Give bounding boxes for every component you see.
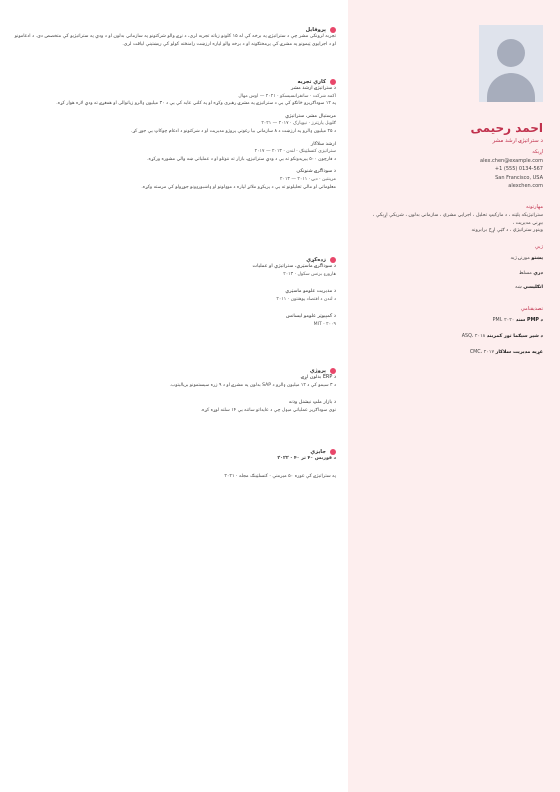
skills-list bbox=[363, 212, 543, 235]
project-item: د ERP بدلون لړۍ د ۳ سیمو کې د ۱۲ میلیون ډالرو د SAP بدلون په مشرۍ او د ۹ زره سیستمونو بریالیتوب. bbox=[169, 374, 336, 388]
language-item: دري مسلط bbox=[518, 270, 543, 276]
language-item: انګلیسي ښه bbox=[515, 285, 543, 290]
job-entry: مرستیال مشر، ستراتیژي ګلوبل پارټنرز · نیویارک · ۲۰۱۷ — ۲۰۲۱ د ۲۵ میلیون ډالرو په ارزښت د ۸ سازماني بیا رغونې پروژو مدیریت او د شرکتونو د ادغام چوکاټ یې جوړ کړ. bbox=[131, 112, 336, 134]
skills-heading: مهارتونه bbox=[526, 204, 543, 210]
experience-section bbox=[14, 79, 336, 191]
avatar-body-icon bbox=[487, 73, 535, 102]
section-bullet-icon bbox=[330, 449, 336, 455]
summary-heading: پروفایل bbox=[14, 27, 336, 33]
experience-heading: کاري تجربه bbox=[14, 79, 336, 85]
section-bullet-icon bbox=[330, 257, 336, 263]
profile-photo bbox=[479, 25, 543, 102]
awards-heading: جایزې bbox=[14, 449, 336, 455]
education-item: د کمپیوټر علومو لیسانس MIT · ۲۰۰۹ bbox=[285, 313, 336, 327]
candidate-name: احمد رحیمی bbox=[470, 121, 543, 135]
section-bullet-icon bbox=[330, 79, 336, 85]
languages-heading: ژبې bbox=[535, 244, 543, 250]
education-item: د مدیریت علومو ماسټري د لندن د اقتصاد پوهنتون · ۲۰۱۱ bbox=[276, 288, 336, 302]
certification-item: د شپږ سیګما تور کمربند ASQ، ۲۰۱۸ bbox=[461, 334, 543, 339]
project-item: د بازار ملټ نیشنل ودنه نوي سوداګریز عملیاتي میډل چې د عایداتو ساتنه یې ۱۴ سلنه لوړه کړه. bbox=[200, 399, 336, 413]
certifications-heading: تصدیقنامې bbox=[520, 306, 543, 312]
job-entry: ارشد سلاکار ستراتیژي کنسلټینګ · لندن · ۲۰۱۳ — ۲۰۱۷ د فارچون ۵۰۰ پېرېدونکو ته یې د ودې ستراتیژۍ، بازار ته ننوتلو او د عملیاتي ښه والي مشوره ورکړه. bbox=[147, 140, 336, 162]
languages-list bbox=[363, 252, 543, 296]
summary-text: تجربه‌ لرونکی مشر چې د ستراتیژۍ په برخه کې له ۱۵ کلونو زیاته تجربه لري، د نړۍ‌ والو شرکتونو په سازماني بدلون او د ودې په ستراتیژیو کې متخصص دی. د ادغامونو او د اجرایوي ټیمونو په مشرۍ کې پرمختګونه او د برخه‌ والو لپاره ارزښت رامنځته کولو کې ریښتینې لیاقت لري. bbox=[14, 34, 336, 47]
job-entry: د سوداګرۍ شنونکی مرینتین · دبۍ · ۲۰۱۱ — ۲۰۱۳ معلوماتي او مالي تحلیلونو ته یې د پرېکړو ملاتړ لپاره د موډلونو او ډاشبورډونو جوړولو کې مرسته وکړه. bbox=[141, 168, 336, 190]
avatar-head-icon bbox=[497, 39, 525, 67]
awards-section bbox=[14, 449, 336, 480]
award-item: په ستراتیژۍ کې غوره ۵۰ مېرمنې · کنسلټینګ مجله · ۲۰۲۱ bbox=[224, 473, 336, 479]
certifications-list bbox=[363, 313, 543, 361]
sidebar bbox=[348, 0, 560, 792]
contact-block bbox=[363, 148, 543, 191]
website-link[interactable]: alexchen.com bbox=[508, 183, 543, 189]
certification-item: غړیه مدیریت سلاکار CMC، ۲۰۱۷ bbox=[469, 350, 543, 355]
city: San Francisco, USA bbox=[495, 174, 543, 181]
education-section bbox=[14, 257, 336, 329]
candidate-title: د ستراتیژۍ ارشد مشر bbox=[492, 138, 543, 144]
job-entry: د ستراتیژۍ ارشد مشر اکمه شرکت · سانفرانسیسکو · ۲۰۲۱ — اوس مهال په ۱۲ سوداګریزو څانګو کې یې د ستراتیژۍ په مشرۍ رهبري وکړه او په کلني عاید کې یې د ۳۰ میلیون ډالرو زیاتوالی او همغږۍ ته ودې لاره هوار کړه. bbox=[56, 85, 336, 107]
education-heading: زده‌کړې bbox=[14, 257, 336, 263]
skills-line: وینډر ستراتیژي ، د ګټې اړخ برابرونه bbox=[471, 228, 543, 233]
projects-heading: پروژې bbox=[14, 368, 336, 374]
projects-section bbox=[14, 368, 336, 414]
phone-number: +1 (555) 0134-567 bbox=[494, 166, 543, 172]
skills-line: ستراتیژیکه پلټنه ، د مارکېټ تحلیل ، اجرایي مشري ، سازماني بدلون ، شریکې اړیکې ، بیړني مدیریت ، bbox=[372, 213, 543, 226]
education-item: د سوداګرۍ ماسټري، ستراتیژي او عملیات هارورډ بزنس سکول · ۲۰۱۳ bbox=[252, 263, 336, 277]
section-bullet-icon bbox=[330, 27, 336, 33]
email-link[interactable]: alex.chen@example.com bbox=[480, 157, 543, 164]
certification-item: د PMP سند PMI، ۲۰۲۰ bbox=[492, 318, 543, 323]
award-item: د فوربس ۴۰ تر ۴۰ · ۲۰۲۲ bbox=[277, 456, 336, 461]
contact-label: اړیکه bbox=[532, 149, 543, 155]
section-bullet-icon bbox=[330, 368, 336, 374]
language-item: پښتو مورنۍ ژبه bbox=[510, 256, 543, 261]
summary-section bbox=[14, 27, 336, 48]
